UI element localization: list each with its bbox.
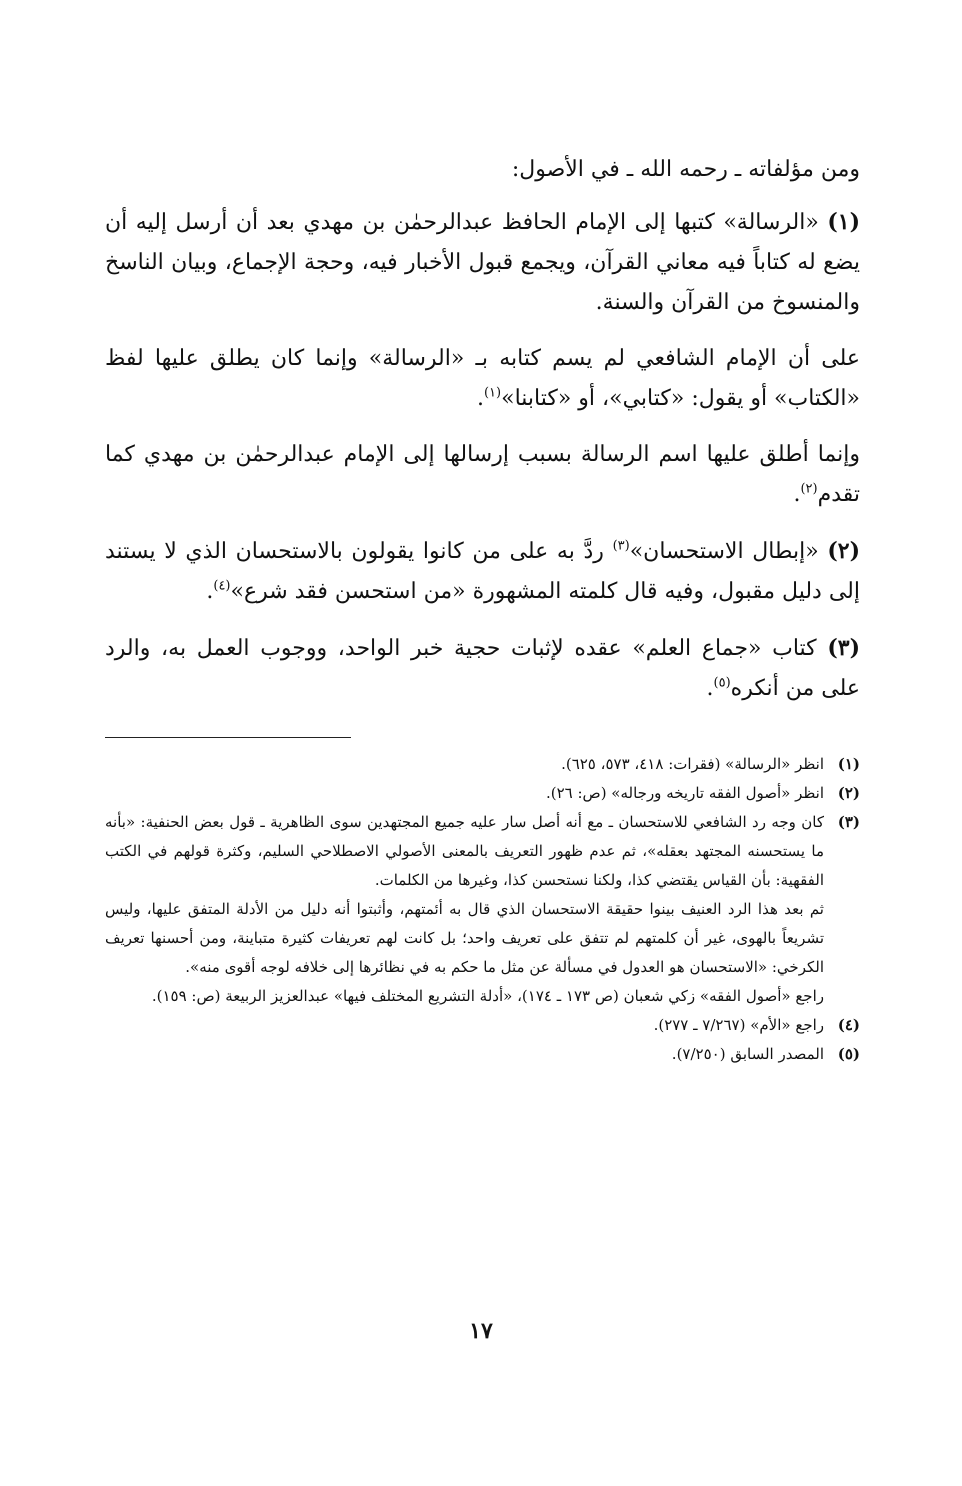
footnote-ref[interactable]: (٣) <box>612 538 630 554</box>
footnote-body <box>105 779 824 808</box>
page-number: ١٧ <box>469 1318 493 1344</box>
footnote-body <box>105 808 824 1011</box>
footnote-number: (١) <box>837 755 860 773</box>
footnote-ref[interactable]: (٢) <box>800 481 818 497</box>
paragraph-istihsan <box>105 531 860 612</box>
paragraph-jimaa <box>105 628 860 709</box>
item-number: (٣) <box>827 635 860 661</box>
paragraph-text: وإنما أطلق عليها اسم الرسالة بسبب إرسالها إلى الإمام عبدالرحمٰن بن مهدي كما تقدم <box>105 442 860 507</box>
paragraph-text: «إبطال الاستحسان» <box>629 539 819 564</box>
paragraph-text: على أن الإمام الشافعي لم يسم كتابه بـ «الرسالة» وإنما كان يطلق عليها لفظ «الكتاب» أو يقول: «كتابي»، أو «كتابنا» <box>105 346 860 411</box>
footnote-number: (٣) <box>837 813 860 831</box>
footnote-body <box>105 1040 824 1069</box>
footnote-number: (٥) <box>837 1045 860 1063</box>
footnote-text: راجع «الأم» (٧/٢٦٧ ـ ٢٧٧). <box>653 1016 824 1034</box>
footnote-3 <box>105 808 860 1011</box>
footnote-text: انظر «أصول الفقه تاريخه ورجاله» (ص: ٢٦). <box>545 784 824 802</box>
paragraph-reason <box>105 435 860 515</box>
footnote-text: راجع «أصول الفقه» زكي شعبان (ص ١٧٣ ـ ١٧٤)، «أدلة التشريع المختلف فيها» عبدالعزيز الربيعة (ص: ١٥٩). <box>151 987 824 1005</box>
book-page <box>105 150 860 1069</box>
punctuation: . <box>206 579 214 604</box>
punctuation: . <box>476 386 484 411</box>
footnotes <box>105 750 860 1069</box>
footnote-body <box>105 1011 824 1040</box>
footnote-number: (٤) <box>837 1016 860 1034</box>
paragraph-text: كتاب «جماع العلم» عقده لإثبات حجية خبر الواحد، ووجوب العمل به، والرد على من أنكره <box>105 636 860 701</box>
punctuation: . <box>793 482 801 507</box>
item-number: (١) <box>827 209 861 235</box>
footnote-1 <box>105 750 860 779</box>
paragraph-naming <box>105 339 860 419</box>
footnote-ref[interactable]: (٥) <box>713 675 731 691</box>
main-text <box>105 150 860 709</box>
paragraph-text: ردَّ به على من كانوا يقولون بالاستحسان الذي لا يستند إلى دليل مقبول، وفيه قال كلمته المشهورة «من استحسن فقد شرع» <box>105 539 860 604</box>
section-intro: ومن مؤلفاته ـ رحمه الله ـ في الأصول: <box>511 157 860 182</box>
footnote-2 <box>105 779 860 808</box>
footnote-ref[interactable]: (١) <box>483 385 502 401</box>
footnote-text: المصدر السابق (٧/٢٥٠). <box>671 1045 824 1063</box>
footnote-4 <box>105 1011 860 1040</box>
item-number: (٢) <box>827 538 860 564</box>
footnote-number: (٢) <box>837 784 860 802</box>
footnote-text: انظر «الرسالة» (فقرات: ٤١٨، ٥٧٣، ٦٢٥). <box>561 755 824 773</box>
footnote-text: ثم بعد هذا الرد العنيف بينوا حقيقة الاستحسان الذي قال به أئمتهم، وأثبتوا أنه دليل من الأدلة المتفق عليها، وليس تشريعاً بالهوى، غير أن كلمتهم لم تتفق على تعريف واحد؛ بل كانت لهم تعريفات كثيرة متباينة، ومن أحسنها تعريف الكرخي: «الاستحسان هو العدول في مسألة عن مثل ما حكم به في نظائرها إلى خلافه لوجه أقوى منه». <box>105 900 824 976</box>
paragraph-text: «الرسالة» كتبها إلى الإمام الحافظ عبدالرحمٰن بن مهدي بعد أن أرسل إليه أن يضع له كتاباً فيه معاني القرآن، ويجمع قبول الأخبار فيه، وحجة الإجماع، وبيان الناسخ والمنسوخ من القرآن والسنة. <box>105 210 860 315</box>
footnote-ref[interactable]: (٤) <box>213 578 231 594</box>
footnote-body <box>105 750 824 779</box>
footnote-text: كان وجه رد الشافعي للاستحسان ـ مع أنه أصل سار عليه جميع المجتهدين سوى الظاهرية ـ قول بعض الحنفية: «بأنه ما يستحسنه المجتهد بعقله»، ثم عدم ظهور التعريف بالمعنى الأصولي الاصطلاحي السليم، وكثرة قولهم في الكتب الفقهية: بأن القياس يقتضي كذا، ولكنا نستحسن كذا، وغيرها من الكلمات. <box>105 813 824 889</box>
footnote-separator <box>105 737 351 738</box>
paragraph-risala <box>105 202 860 323</box>
footnote-5 <box>105 1040 860 1069</box>
footnote-separator-wrap <box>105 725 860 750</box>
punctuation: . <box>706 676 714 701</box>
